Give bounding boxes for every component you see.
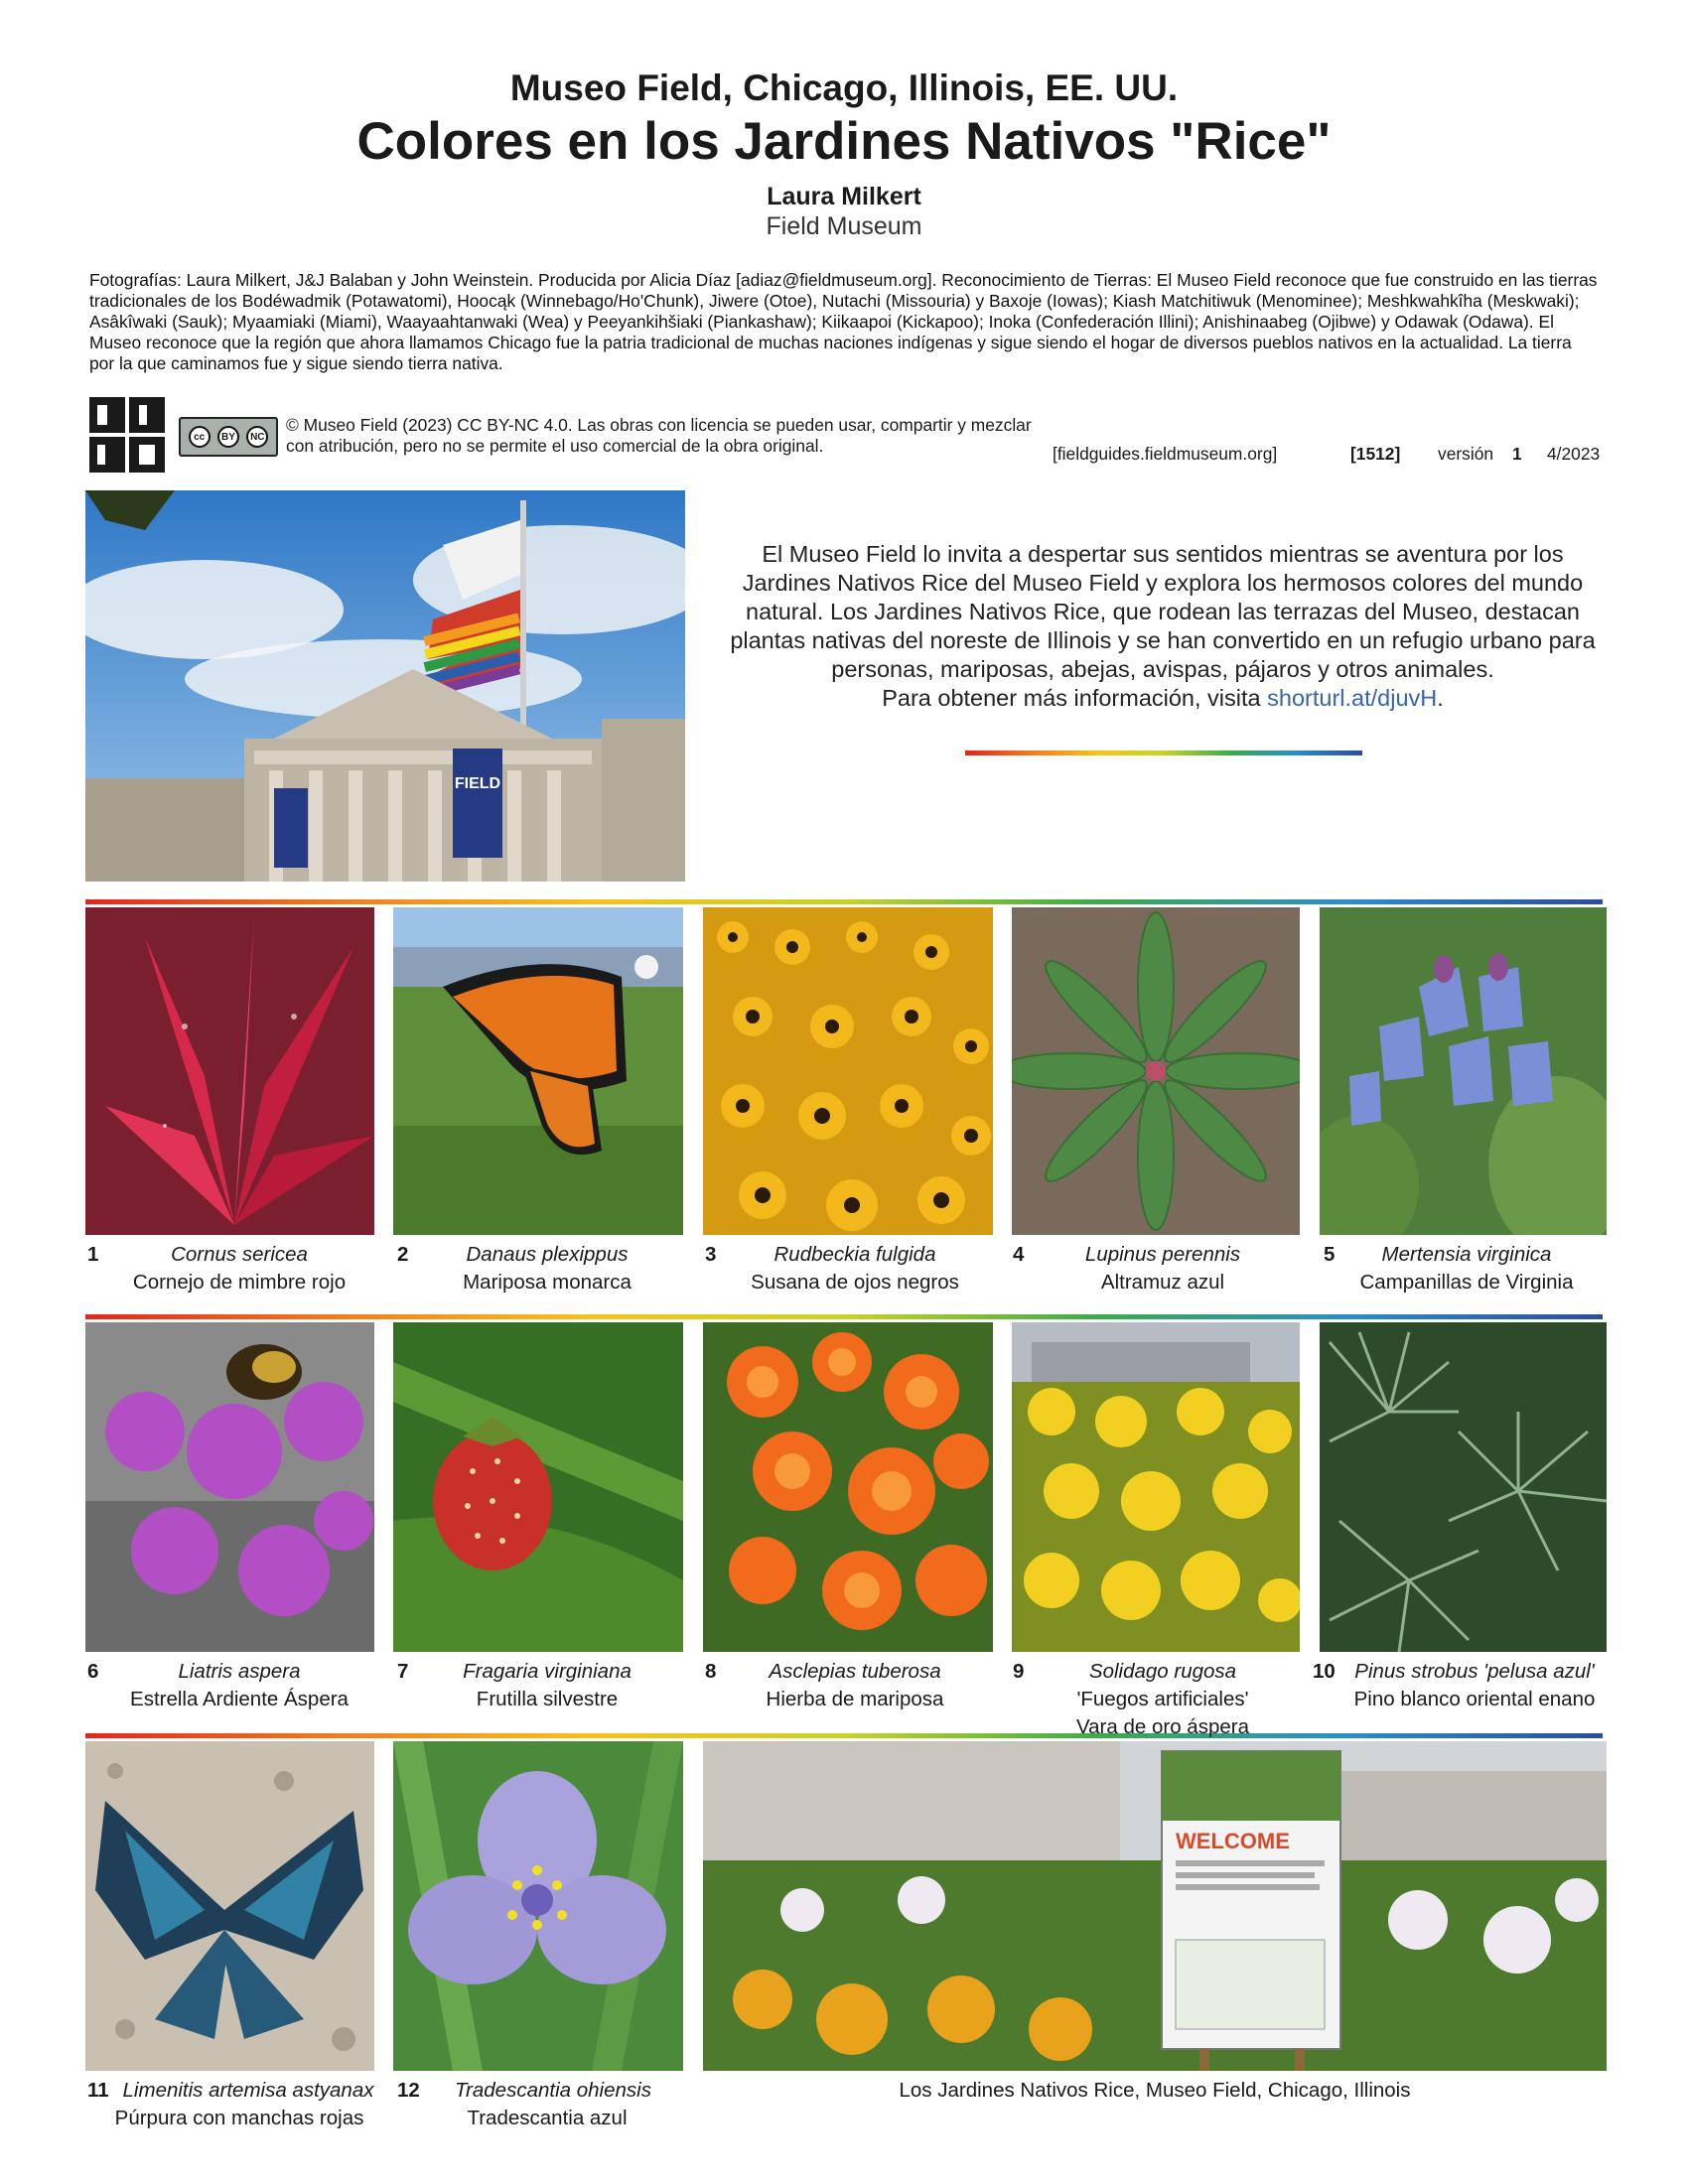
page-title: Colores en los Jardines Nativos "Rice" — [356, 112, 1332, 171]
more-info-period: . — [1437, 685, 1444, 711]
red-leaves-photo — [85, 907, 374, 1235]
intro-paragraph — [723, 540, 1603, 713]
species-2-common-name: Mariposa monarca — [463, 1271, 632, 1294]
species-5-scientific-name: Mertensia virginica — [1381, 1243, 1552, 1266]
species-9-cultivar-name: 'Fuegos artificiales' — [1076, 1688, 1249, 1710]
cc-icon: cc — [189, 426, 211, 448]
species-9-scientific-name: Solidago rugosa — [1088, 1660, 1237, 1683]
species-4-number: 4 — [1013, 1243, 1025, 1266]
cc-license-badge — [179, 417, 278, 457]
species-9-number: 9 — [1013, 1660, 1025, 1683]
black-eyed-susan-photo — [703, 907, 993, 1235]
species-11-number: 11 — [87, 2079, 109, 2102]
species-2-number: 2 — [397, 1243, 409, 1266]
intro-rainbow-divider — [965, 751, 1362, 755]
butterfly-weed-photo — [703, 1322, 993, 1652]
intro-text: El Museo Field lo invita a despertar sus sentidos mientras se aventura por los Jardines Nativos Rice del Museo Field y explora los hermosos colores del mundo natural. Los Jardines Nativos Rice, que rodean las terrazas del Museo, destacan plantas nativas del noreste de Illinois y se han convertido en un refugio urbano para personas, mariposas, abejas, avispas, pájaros y otros animales. — [730, 541, 1596, 682]
nc-icon: NC — [246, 426, 268, 448]
species-11-scientific-name: Limenitis artemisa astyanax — [122, 2079, 374, 2102]
spiderwort-photo — [393, 1741, 683, 2071]
species-10-common-name: Pino blanco oriental enano — [1353, 1688, 1596, 1710]
species-6-scientific-name: Liatris aspera — [178, 1660, 301, 1683]
by-icon: BY — [217, 426, 239, 448]
field-museum-logo — [89, 397, 165, 473]
species-8-scientific-name: Asclepias tuberosa — [769, 1660, 941, 1683]
museum-banner-text: FIELD — [454, 775, 501, 792]
species-3-common-name: Susana de ojos negros — [751, 1271, 959, 1294]
species-4-scientific-name: Lupinus perennis — [1084, 1243, 1241, 1266]
location-heading: Museo Field, Chicago, Illinois, EE. UU. — [509, 68, 1179, 108]
species-5-number: 5 — [1324, 1243, 1336, 1266]
credits-text: Fotografías: Laura Milkert, J&J Balaban y John Weinstein. Producida por Alicia Díaz [adiaz@fieldmuseum.org]. Reconocimiento de Tierras: El Museo Field reconoce que fue construido en las tierras tradicionales de los Bodéwadmik (Potawatomi), Hoocąk (Winnebago/Ho'Chunk), Jiwere (Otoe), Nutachi (Missouria) y Baxoje (Iowas); Kiash Matchitiwuk (Menominee); Meshkwahkîha (Meskwaki); Asâkîwaki (Sauk); Myaamiaki (Miami), Waayaahtanwaki (Wea) y Peeyankihšiaki (Piankashaw); Kiikaapoi (Kickapoo); Inoka (Confederación Illini); Anishinaabeg (Ojibwe) y Odawak (Odawa). El Museo reconoce que la región que ahora llamamos Chicago fue la patria tradicional de muchas naciones indígenas y sigue siendo el hogar de diversos pueblos nativos en la actualidad. La tierra por la que caminamos fue y sigue siendo tierra nativa. — [89, 270, 1598, 373]
species-7-common-name: Frutilla silvestre — [476, 1688, 619, 1710]
version-label: versión — [1438, 444, 1494, 464]
license-text: © Museo Field (2023) CC BY-NC 4.0. Las obras con licencia se pueden usar, compartir y mezclar con atribución, pero no se permite el uso comercial de la obra original. — [286, 415, 1032, 456]
row1-rainbow-divider — [85, 899, 1603, 904]
goldenrod-photo — [1012, 1322, 1300, 1652]
row3-rainbow-divider — [85, 1733, 1603, 1738]
species-10-scientific-name: Pinus strobus 'pelusa azul' — [1354, 1660, 1595, 1683]
species-6-common-name: Estrella Ardiente Áspera — [130, 1688, 349, 1710]
publication-date: 4/2023 — [1547, 444, 1601, 464]
species-8-number: 8 — [705, 1660, 717, 1683]
more-info-line — [723, 684, 1603, 713]
guide-number: [1512] — [1350, 444, 1401, 464]
more-info-text: Para obtener más información, visita — [882, 685, 1261, 711]
species-6-number: 6 — [87, 1660, 99, 1683]
wild-strawberry-photo — [393, 1322, 683, 1652]
institution-name: Field Museum — [766, 212, 922, 240]
species-2-scientific-name: Danaus plexippus — [466, 1243, 629, 1266]
species-1-scientific-name: Cornus sericea — [171, 1243, 308, 1266]
species-3-number: 3 — [705, 1243, 717, 1266]
red-spotted-purple-photo — [85, 1741, 374, 2071]
virginia-bluebells-photo — [1320, 907, 1607, 1235]
species-12-common-name: Tradescantia azul — [467, 2107, 628, 2129]
species-10-number: 10 — [1313, 1660, 1336, 1683]
species-12-number: 12 — [397, 2079, 420, 2102]
author-name: Laura Milkert — [767, 183, 921, 210]
species-5-common-name: Campanillas de Virginia — [1359, 1271, 1574, 1294]
species-7-number: 7 — [397, 1660, 409, 1683]
species-11-common-name: Púrpura con manchas rojas — [114, 2107, 364, 2129]
species-12-scientific-name: Tradescantia ohiensis — [455, 2079, 651, 2102]
species-8-common-name: Hierba de mariposa — [766, 1688, 944, 1710]
species-9-common-name: Vara de oro áspera — [1076, 1715, 1249, 1738]
species-1-number: 1 — [87, 1243, 99, 1266]
museum-building-photo — [85, 490, 685, 882]
version-number: 1 — [1512, 444, 1522, 464]
species-3-scientific-name: Rudbeckia fulgida — [774, 1243, 936, 1266]
blazing-star-bee-photo — [85, 1322, 374, 1652]
monarch-butterfly-photo — [393, 907, 683, 1235]
species-1-common-name: Cornejo de mimbre rojo — [132, 1271, 347, 1294]
more-info-link[interactable]: shorturl.at/djuvH — [1267, 685, 1438, 711]
garden-photo-caption: Los Jardines Nativos Rice, Museo Field, Chicago, Illinois — [899, 2079, 1411, 2102]
species-4-common-name: Altramuz azul — [1100, 1271, 1225, 1294]
website-ref: [fieldguides.fieldmuseum.org] — [1053, 444, 1278, 464]
white-pine-photo — [1320, 1322, 1607, 1652]
garden-welcome-sign-photo — [703, 1741, 1607, 2071]
welcome-sign-text: WELCOME — [1176, 1829, 1290, 1853]
lupine-leaf-photo — [1012, 907, 1300, 1235]
species-7-scientific-name: Fragaria virginiana — [463, 1660, 632, 1683]
row2-rainbow-divider — [85, 1314, 1603, 1319]
